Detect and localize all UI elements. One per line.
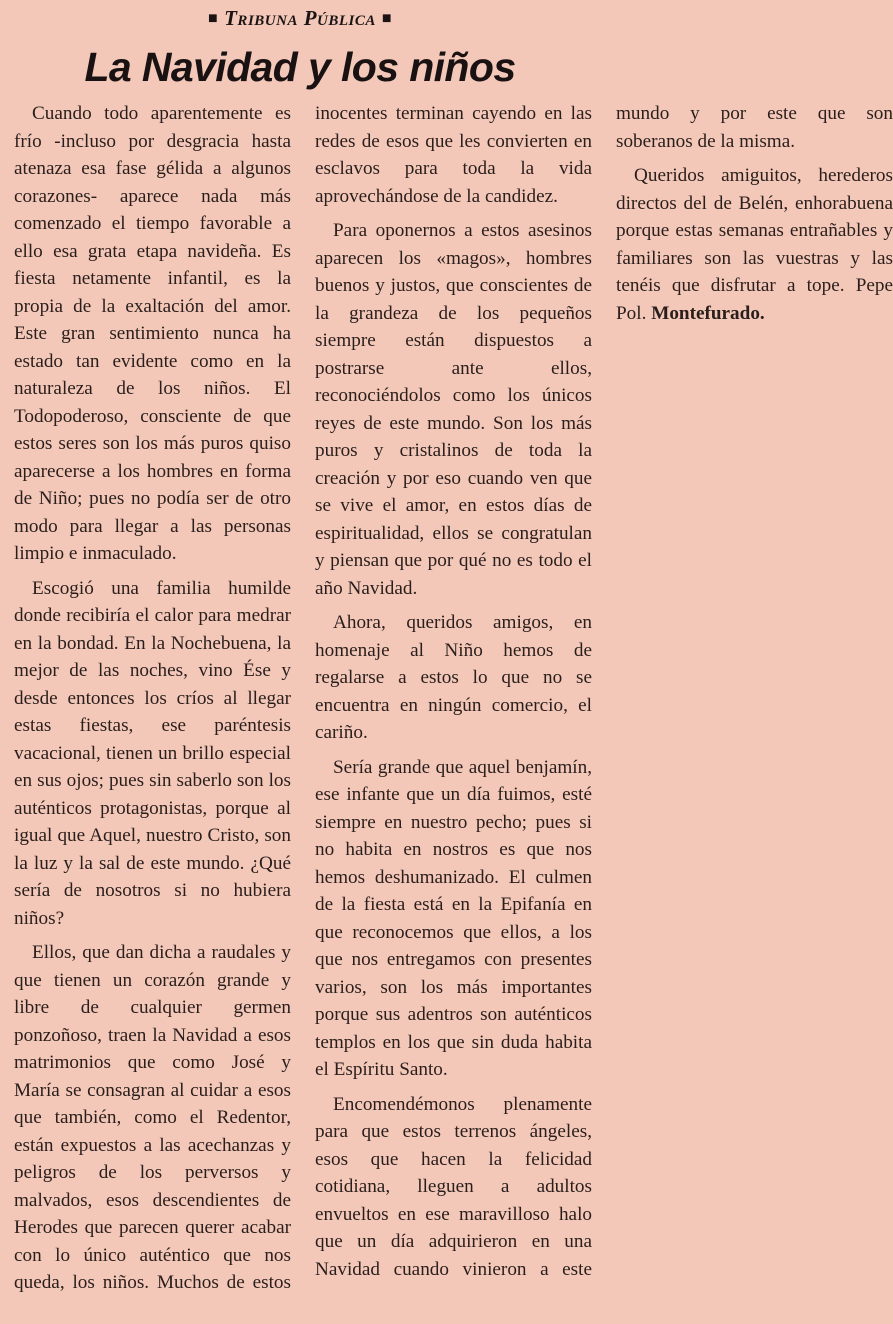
- article-paragraph: Ellos, que dan dicha a raudales y que tienen un corazón grande y libre de cualquier germen ponzoñoso, traen la Navidad a esos matrimonios que como José y María se consagran al cuidar a esos que también, como el Redentor, están expuestos a las acechanzas y peligros de los perversos y malvados, esos descendientes de Herodes que parecen querer acabar con lo único auténtico que nos queda, los niños. Muchos de estos inocentes terminan cayendo en las redes de esos que les convierten en esclavos para toda la vida aprovechándose de la candidez.: [14, 103, 592, 1293]
- article-paragraph: Sería grande que aquel benjamín, ese infante que un día fuimos, esté siempre en nuestro pecho; pues si no habita en nostros es que nos hemos deshumanizado. El culmen de la fiesta está en la Epifanía en que reconocemos que ellos, a los que nos entregamos con presentes varios, son los más importantes porque sus adentros son auténticos templos en los que sin duda habita el Espíritu Santo.: [315, 756, 592, 1080]
- article-paragraph: Cuando todo aparentemente es frío -incluso por desgracia hasta atenaza esa fase gélida a algunos corazones- aparece nada más comenzado el tiempo favorable a ello esa grata etapa navideña. Es fiesta netamente infantil, es la propia de la exaltación del amor. Este gran sentimiento nunca ha estado tan evidente como en la naturaleza de los niños. El Todopoderoso, consciente de que estos seres son los más puros quiso aparecerse a los hombres en forma de Niño; pues no podía ser de otro modo para llegar a las personas limpio e inmaculado.: [14, 103, 291, 564]
- article-body: [14, 100, 893, 1318]
- article-headline: La Navidad y los niños: [84, 44, 516, 90]
- article-paragraph: Escogió una familia humilde donde recibiría el calor para medrar en la bondad. En la Nochebuena, la mejor de las noches, vino Ése y desde entonces los críos al llegar estas fiestas, ese paréntesis vacacional, tienen un brillo especial en sus ojos; pues sin saberlo son los auténticos protagonistas, porque al igual que Aquel, nuestro Cristo, son la luz y la sal de este mundo. ¿Qué sería de nosotros si no hubiera niños?: [14, 577, 291, 929]
- section-header: [0, 6, 600, 31]
- section-bullet-right: ■: [381, 10, 393, 27]
- article-paragraph: Encomendémonos plenamente para que estos terrenos ángeles, esos que hacen la felicidad cotidiana, lleguen a adultos envueltos en ese maravilloso halo que un día adquirieron en una Navidad cuando vinieron a este mundo y por este que son soberanos de la misma.: [315, 103, 893, 1280]
- author-place: Montefurado.: [651, 302, 765, 324]
- article-paragraph: Ahora, queridos amigos, en homenaje al Niño hemos de regalarse a estos lo que no se encuentra en ningún comercio, el cariño.: [315, 612, 592, 743]
- author-name: Pepe Pol.: [616, 275, 893, 324]
- final-paragraph-text: Queridos amiguitos, herederos directos del de Belén, enhorabuena porque estas semanas entrañables y familiares son las vuestras y las tenéis que disfrutar a tope.: [616, 165, 893, 296]
- article-paragraph: Para oponernos a estos asesinos aparecen los «magos», hombres buenos y justos, que conscientes de la grandeza de los pequeños siempre están dispuestos a postrarse ante ellos, reconociéndolos como los únicos reyes de este mundo. Son los más puros y cristalinos de toda la creación y por eso cuando ven que se vive el amor, en estos días de espiritualidad, ellos se congratulan y piensan que por qué no es todo el año Navidad.: [315, 220, 592, 599]
- article-paragraph-final: [616, 162, 893, 327]
- section-bullet-left: ■: [207, 10, 219, 27]
- section-name: Tribuna Pública: [224, 6, 376, 30]
